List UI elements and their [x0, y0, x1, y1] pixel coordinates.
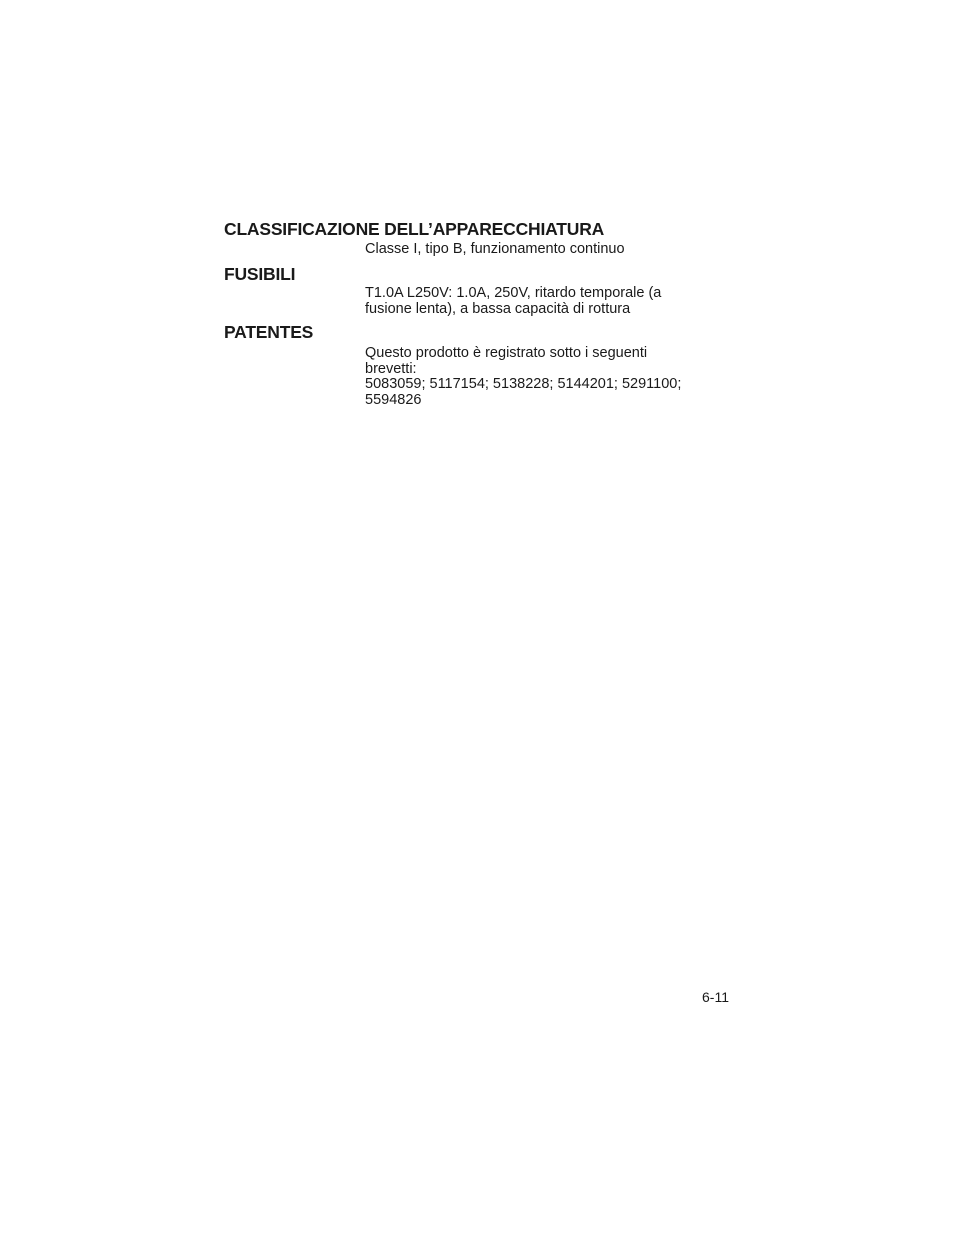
text-line: brevetti: — [365, 360, 417, 377]
text-line: fusione lenta), a bassa capacità di rottura — [365, 300, 631, 317]
heading-patents: PATENTES — [224, 322, 314, 342]
text-line: 5594826 — [365, 391, 422, 408]
page-number: 6-11 — [702, 989, 729, 1005]
heading-equipment-classification: CLASSIFICAZIONE DELL’APPARECCHIATURA — [224, 219, 605, 239]
text-line: 5083059; 5117154; 5138228; 5144201; 5291100; — [365, 376, 682, 393]
text-line: T1.0A L250V: 1.0A, 250V, ritardo temporale (a — [365, 285, 662, 301]
text-patents — [365, 346, 710, 408]
text-line: Classe I, tipo B, funzionamento continuo — [365, 241, 625, 257]
text-equipment-classification — [365, 242, 710, 258]
heading-fuses: FUSIBILI — [224, 264, 296, 284]
text-fuses — [365, 286, 710, 317]
text-line: Questo prodotto è registrato sotto i seguenti — [365, 345, 648, 361]
